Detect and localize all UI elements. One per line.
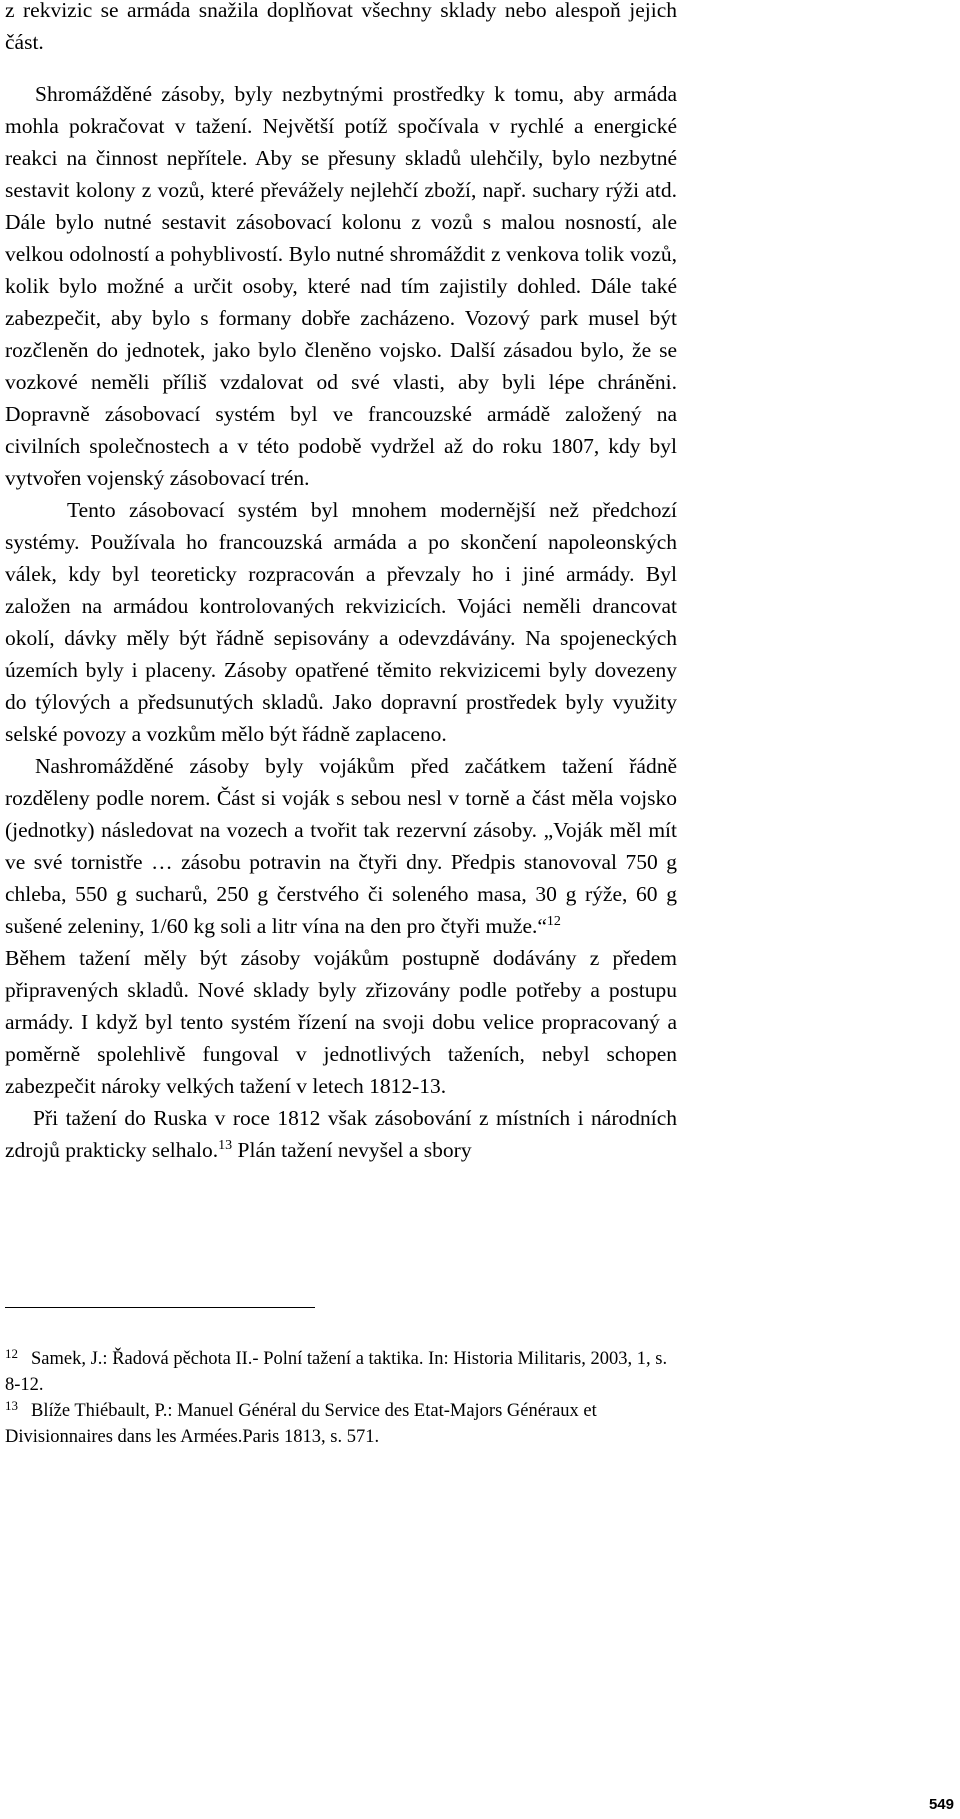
- footnote-12-text: Samek, J.: Řadová pěchota II.- Polní tažení a taktika. In: Historia Militaris, 2003, 1, s. 8-12.: [5, 1349, 668, 1395]
- footnote-13: $^{13}$ Blíže Thiébault, P.: Manuel Général du Service des Etat-Majors Généraux et Divisionnaires dans les Armées.Paris 1813, s. 571.: [5, 1398, 597, 1447]
- footnote-separator: [5, 1307, 315, 1308]
- paragraph-2: Shromážděné zásoby, byly nezbytnými prostředky k tomu, aby armáda mohla pokračovat v tažení. Největší potíž spočívala v rychlé a energické reakci na činnost nepřítele. Aby se přesuny skladů ulehčily, bylo nezbytné sestavit kolony z vozů, které převážely nejlehčí zboží, např. suchary rýži atd. Dále bylo nutné sestavit zásobovací kolonu z vozů s malou nosností, ale velkou odolností a pohyblivostí. Bylo nutné shromáždit z venkova tolik vozů, kolik bylo možné a určit osoby, které nad tím zajistily dohled. Dále také zabezpečit, aby bylo s formany dobře zacházeno. Vozový park musel být rozčleněn do jednotek, jako bylo členěno vojsko. Další zásadou bylo, že se vozkové neměli příliš vzdalovat od své vlasti, aby byli lépe chráněni. Dopravně zásobovací systém byl ve francouzské armádě založený na civilních společnostech a v této podobě vydržel až do roku 1807, kdy byl vytvořen vojenský zásobovací trén.: [5, 82, 677, 490]
- paragraph-4: [5, 750, 677, 942]
- footnote-12: $^{12}$ Samek, J.: Řadová pěchota II.- Polní tažení a taktika. In: Historia Militaris, 2003, 1, s. 8-12.: [5, 1346, 668, 1395]
- paragraph-6-continuation: Plán tažení nevyšel a sbory: [232, 1138, 472, 1162]
- paragraph-1: z rekvizic se armáda snažila doplňovat všechny sklady nebo alespoň jejich část.: [5, 0, 677, 54]
- footnote-ref-13[interactable]: 13: [218, 1138, 233, 1153]
- paragraph-6-text: Při tažení do Ruska v roce 1812 však zásobování z místních i národních zdrojů prakticky selhalo.: [5, 1106, 677, 1162]
- paragraph-4-text: Nashromážděné zásoby byly vojákům před začátkem tažení řádně rozděleny podle norem. Část si voják s sebou nesl v torně a část měla vojsko (jednotky) následovat na vozech a tvořit tak rezervní zásoby. „Voják měl mít ve své tornistře … zásobu potravin na čtyři dny. Předpis stanovoval 750 g chleba, 550 g sucharů, 250 g čerstvého či soleného masa, 30 g rýže, 60 g sušené zeleniny, 1/60 kg soli a litr vína na den pro čtyři muže.“: [5, 754, 677, 938]
- body-text: [5, 0, 677, 1166]
- footnotes: [5, 1346, 677, 1450]
- footnote-ref-12[interactable]: 12: [546, 914, 561, 929]
- page-number: 549: [928, 1796, 954, 1813]
- paragraph-5: Během tažení měly být zásoby vojákům postupně dodávány z předem připravených skladů. Nové sklady byly zřizovány podle potřeby a postupu armády. I když byl tento systém řízení na svoji dobu velice propracovaný a poměrně spolehlivě fungoval v jednotlivých taženích, nebyl schopen zabezpečit nároky velkých tažení v letech 1812-13.: [5, 946, 677, 1098]
- paragraph-3: Tento zásobovací systém byl mnohem modernější než předchozí systémy. Používala ho francouzská armáda a po skončení napoleonských válek, kdy byl teoreticky rozpracován a převzaly ho i jiné armády. Byl založen na armádou kontrolovaných rekvizicích. Vojáci neměli drancovat okolí, dávky měly být řádně sepisovány a odevzdávány. Na spojeneckých územích byly i placeny. Zásoby opatřené těmito rekvizicemi byly dovezeny do týlových a předsunutých skladů. Jako dopravní prostředek byly využity selské povozy a vozkům mělo být řádně zaplaceno.: [5, 498, 677, 746]
- footnote-13-text: Blíže Thiébault, P.: Manuel Général du Service des Etat-Majors Généraux et Divisionnaires dans les Armées.Paris 1813, s. 571.: [5, 1401, 597, 1447]
- paragraph-6: [5, 1102, 677, 1166]
